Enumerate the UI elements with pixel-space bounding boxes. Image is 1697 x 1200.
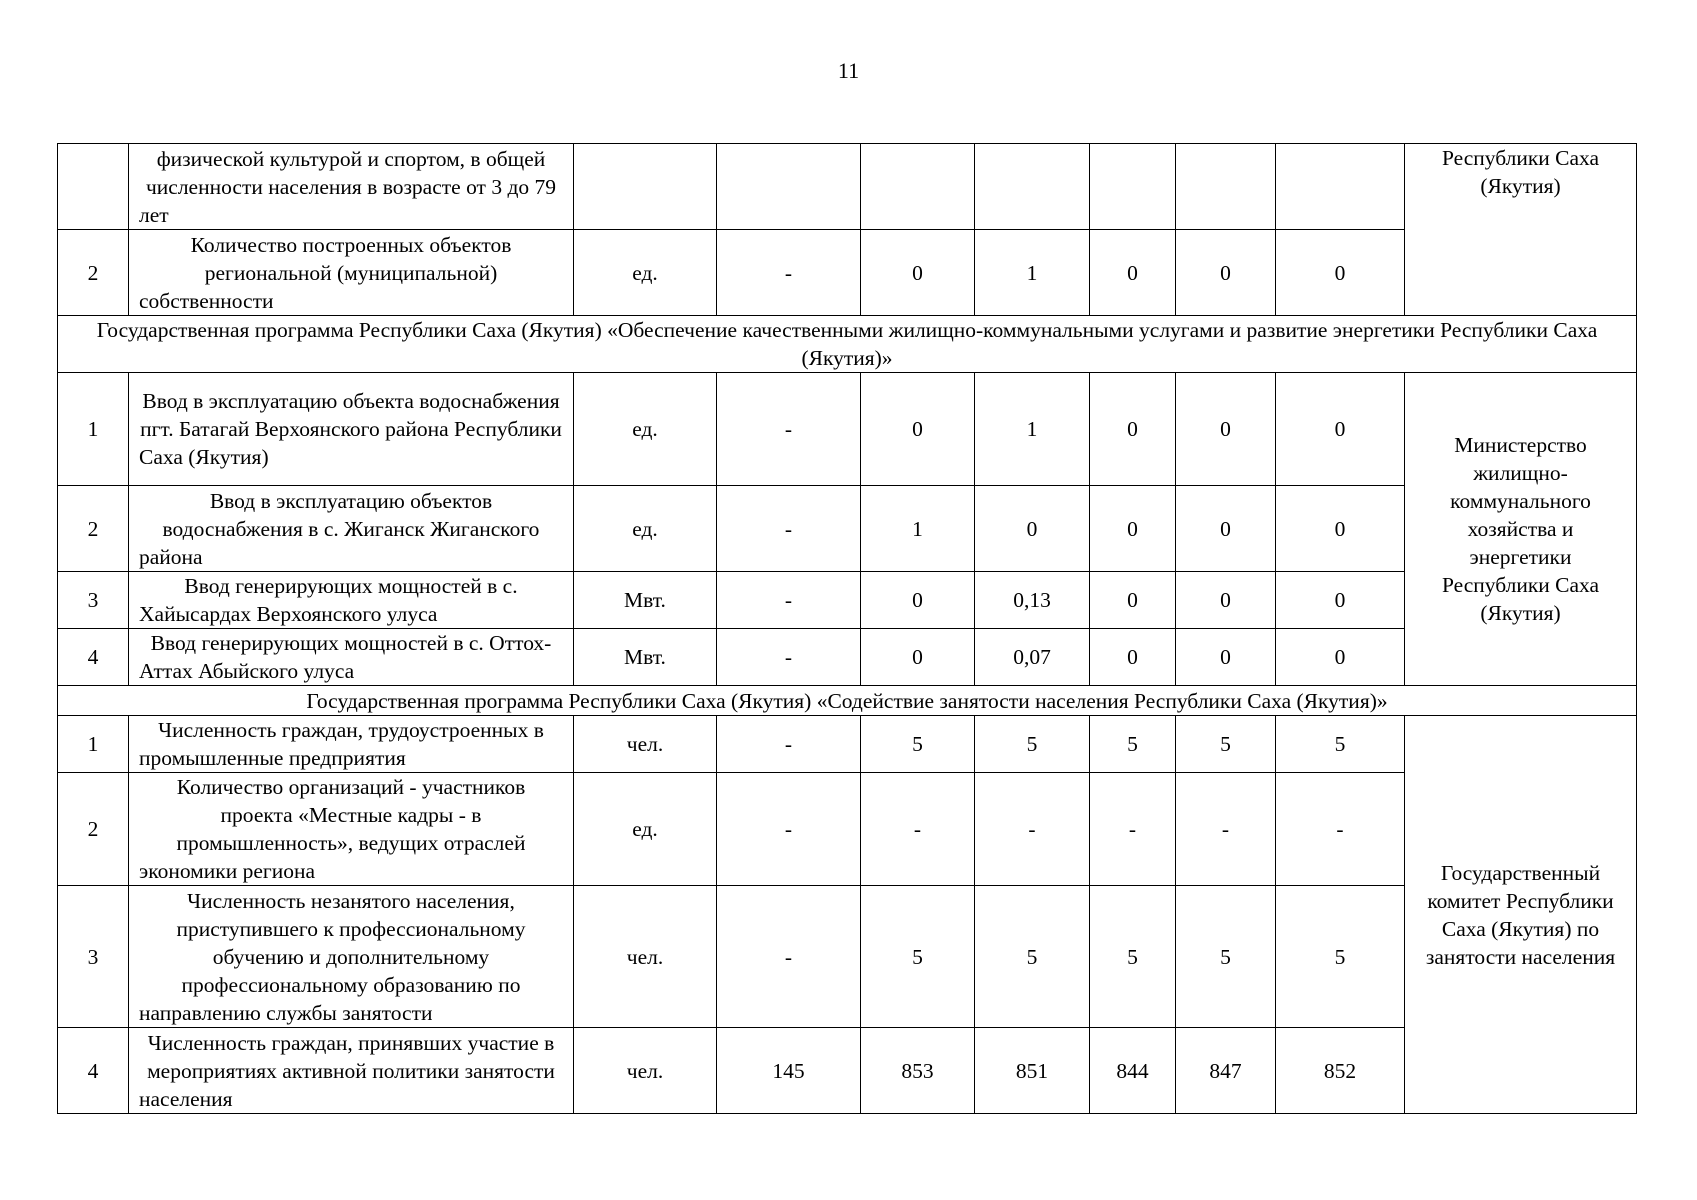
- value-cell: [861, 144, 975, 230]
- value-cell: 847: [1176, 1028, 1276, 1114]
- table-row: [58, 144, 1637, 230]
- value-cell: 0,13: [975, 572, 1090, 629]
- unit-cell: ед.: [574, 486, 717, 572]
- table-row: [58, 886, 1637, 1028]
- indicator-name: Численность граждан, трудоустроенных в промышленные предприятия: [129, 716, 574, 773]
- value-cell: 0: [1090, 230, 1176, 316]
- base-value-cell: -: [717, 716, 861, 773]
- value-cell: 5: [975, 886, 1090, 1028]
- table-row: [58, 572, 1637, 629]
- base-value-cell: [717, 144, 861, 230]
- indicator-name: физической культурой и спортом, в общей численности населения в возрасте от 3 до 79 лет: [129, 144, 574, 230]
- value-cell: [1090, 144, 1176, 230]
- value-cell: 5: [861, 886, 975, 1028]
- table-row: [58, 629, 1637, 686]
- row-number: 2: [58, 486, 129, 572]
- indicator-name: Ввод генерирующих мощностей в с. Хайысардах Верхоянского улуса: [129, 572, 574, 629]
- unit-cell: [574, 144, 717, 230]
- value-cell: 853: [861, 1028, 975, 1114]
- unit-cell: Мвт.: [574, 629, 717, 686]
- value-cell: 0: [1176, 486, 1276, 572]
- value-cell: 5: [1090, 886, 1176, 1028]
- indicators-table: [57, 143, 1637, 1114]
- table-row: [58, 230, 1637, 316]
- indicator-name: Ввод генерирующих мощностей в с. Оттох-Аттах Абыйского улуса: [129, 629, 574, 686]
- responsible-agency: Республики Саха (Якутия): [1405, 144, 1637, 316]
- unit-cell: чел.: [574, 1028, 717, 1114]
- value-cell: 0: [861, 572, 975, 629]
- value-cell: -: [1090, 773, 1176, 886]
- value-cell: 5: [1090, 716, 1176, 773]
- value-cell: -: [975, 773, 1090, 886]
- base-value-cell: -: [717, 629, 861, 686]
- page-number: 11: [837, 58, 860, 83]
- responsible-agency: Министерство жилищно-коммунального хозяйства и энергетики Республики Саха (Якутия): [1405, 373, 1637, 686]
- value-cell: 0: [1276, 629, 1405, 686]
- value-cell: [1276, 144, 1405, 230]
- responsible-agency: Государственный комитет Республики Саха (Якутия) по занятости населения: [1405, 716, 1637, 1114]
- unit-cell: чел.: [574, 886, 717, 1028]
- indicator-name: Ввод в эксплуатацию объектов водоснабжения в с. Жиганск Жиганского района: [129, 486, 574, 572]
- value-cell: 0: [1276, 230, 1405, 316]
- value-cell: 0: [1176, 373, 1276, 486]
- table-row: [58, 1028, 1637, 1114]
- value-cell: 5: [1276, 886, 1405, 1028]
- unit-cell: ед.: [574, 773, 717, 886]
- base-value-cell: -: [717, 230, 861, 316]
- value-cell: 0: [975, 486, 1090, 572]
- row-number: 3: [58, 886, 129, 1028]
- row-number: [58, 144, 129, 230]
- unit-cell: Мвт.: [574, 572, 717, 629]
- value-cell: 5: [1176, 716, 1276, 773]
- value-cell: 1: [975, 373, 1090, 486]
- table-row: [58, 373, 1637, 486]
- value-cell: 5: [1276, 716, 1405, 773]
- value-cell: 1: [975, 230, 1090, 316]
- value-cell: -: [1276, 773, 1405, 886]
- value-cell: 0,07: [975, 629, 1090, 686]
- value-cell: 5: [1176, 886, 1276, 1028]
- value-cell: 0: [1276, 572, 1405, 629]
- table-row: [58, 716, 1637, 773]
- row-number: 1: [58, 373, 129, 486]
- value-cell: 852: [1276, 1028, 1405, 1114]
- value-cell: 1: [861, 486, 975, 572]
- program-header-row: [58, 316, 1637, 373]
- value-cell: 0: [861, 373, 975, 486]
- indicator-name: Количество организаций - участников проекта «Местные кадры - в промышленность», ведущих отраслей экономики региона: [129, 773, 574, 886]
- row-number: 4: [58, 629, 129, 686]
- value-cell: 0: [861, 629, 975, 686]
- value-cell: [975, 144, 1090, 230]
- base-value-cell: -: [717, 773, 861, 886]
- value-cell: 0: [1090, 629, 1176, 686]
- value-cell: 0: [1276, 373, 1405, 486]
- indicator-name: Ввод в эксплуатацию объекта водоснабжения пгт. Батагай Верхоянского района Республики Саха (Якутия): [129, 373, 574, 486]
- unit-cell: чел.: [574, 716, 717, 773]
- row-number: 2: [58, 230, 129, 316]
- program-title: Государственная программа Республики Саха (Якутия) «Обеспечение качественными жилищно-коммунальными услугами и развитие энергетики Республики Саха (Якутия)»: [58, 316, 1637, 373]
- program-title: Государственная программа Республики Саха (Якутия) «Содействие занятости населения Республики Саха (Якутия)»: [58, 686, 1637, 716]
- unit-cell: ед.: [574, 373, 717, 486]
- row-number: 3: [58, 572, 129, 629]
- table-row: [58, 486, 1637, 572]
- row-number: 4: [58, 1028, 129, 1114]
- base-value-cell: -: [717, 886, 861, 1028]
- value-cell: 0: [1276, 486, 1405, 572]
- indicator-name: Количество построенных объектов региональной (муниципальной) собственности: [129, 230, 574, 316]
- value-cell: 0: [1090, 572, 1176, 629]
- value-cell: 851: [975, 1028, 1090, 1114]
- base-value-cell: 145: [717, 1028, 861, 1114]
- value-cell: 0: [1090, 373, 1176, 486]
- value-cell: 0: [861, 230, 975, 316]
- indicator-name: Численность незанятого населения, приступившего к профессиональному обучению и дополнительному профессиональному образованию по направлению службы занятости: [129, 886, 574, 1028]
- value-cell: 0: [1090, 486, 1176, 572]
- value-cell: 0: [1176, 572, 1276, 629]
- program-header-row: [58, 686, 1637, 716]
- value-cell: 5: [975, 716, 1090, 773]
- row-number: 1: [58, 716, 129, 773]
- unit-cell: ед.: [574, 230, 717, 316]
- value-cell: 844: [1090, 1028, 1176, 1114]
- table-row: [58, 773, 1637, 886]
- row-number: 2: [58, 773, 129, 886]
- value-cell: -: [1176, 773, 1276, 886]
- base-value-cell: -: [717, 373, 861, 486]
- value-cell: 0: [1176, 230, 1276, 316]
- value-cell: [1176, 144, 1276, 230]
- base-value-cell: -: [717, 486, 861, 572]
- value-cell: 0: [1176, 629, 1276, 686]
- value-cell: -: [861, 773, 975, 886]
- value-cell: 5: [861, 716, 975, 773]
- base-value-cell: -: [717, 572, 861, 629]
- indicator-name: Численность граждан, принявших участие в мероприятиях активной политики занятости населения: [129, 1028, 574, 1114]
